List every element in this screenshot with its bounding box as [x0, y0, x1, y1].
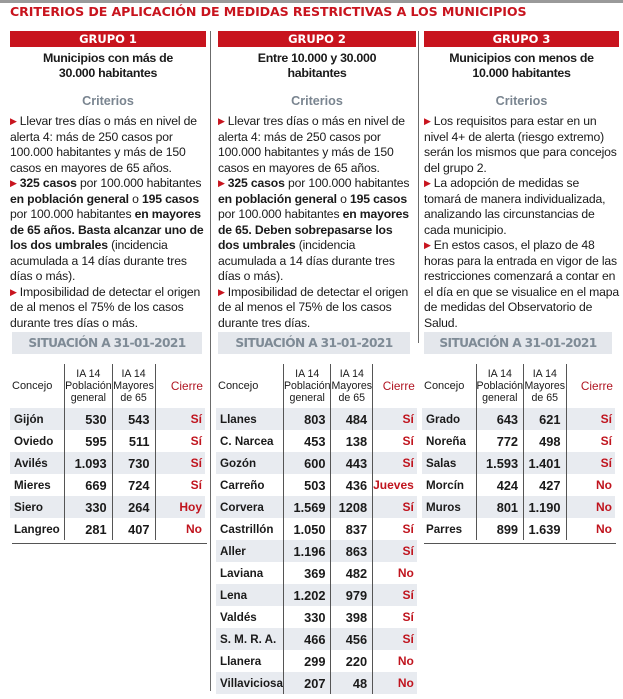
cell-cierre: Sí: [566, 452, 615, 474]
situacion-banner: SITUACIÓN A 31-01-2021: [424, 332, 612, 354]
table-header-row: [216, 364, 417, 408]
cell-ia-general: 899: [476, 518, 524, 540]
cell-concejo: Muros: [422, 496, 476, 518]
cell-ia-mayores: 443: [331, 452, 373, 474]
cell-cierre: Sí: [373, 452, 417, 474]
cell-concejo: Avilés: [10, 452, 65, 474]
cell-cierre: Hoy: [155, 496, 205, 518]
cell-ia-mayores: 138: [331, 430, 373, 452]
group-desc-line: Municipios con menos de: [449, 51, 594, 65]
cell-cierre: Sí: [373, 584, 417, 606]
group-1-column: [10, 31, 206, 331]
table-row: [10, 430, 205, 452]
criteria-list: [10, 114, 206, 331]
cell-ia-general: 1.593: [476, 452, 524, 474]
cell-concejo: Gijón: [10, 408, 65, 430]
header-line: Mayores: [524, 380, 566, 392]
cell-ia-general: 530: [65, 408, 113, 430]
situacion-table-group-2: [216, 364, 417, 694]
situacion-banner: SITUACIÓN A 31-01-2021: [12, 332, 202, 354]
cell-ia-mayores: 407: [112, 518, 155, 540]
cell-ia-general: 801: [476, 496, 524, 518]
criteria-text: o: [128, 191, 143, 206]
cell-ia-general: 772: [476, 430, 524, 452]
cell-ia-mayores: 511: [112, 430, 155, 452]
bullet-triangle-icon: ▶: [10, 286, 17, 297]
criteria-text: Llevar tres días o más en nivel de alerta 4: más de 250 casos por 100.000 habitantes y más de 150 casos en mayores de 65 años.: [10, 114, 197, 175]
cell-ia-general: 669: [65, 474, 113, 496]
cell-ia-mayores: 979: [331, 584, 373, 606]
table-header-row: [422, 364, 615, 408]
header-line: general: [482, 392, 518, 404]
cell-ia-mayores: 730: [112, 452, 155, 474]
cell-ia-general: 595: [65, 430, 113, 452]
criteria-item: [218, 114, 416, 176]
header-line: IA 14: [532, 368, 557, 380]
cell-ia-mayores: 1.190: [524, 496, 566, 518]
criteria-text: Los requisitos para estar en un nivel 4+ de alerta (riesgo extremo) serán los mismos que para concejos del grupo 2.: [424, 114, 617, 175]
column-divider: [210, 31, 211, 691]
group-3-header: GRUPO 3: [424, 31, 619, 47]
criteria-emphasis: en mayores de 65 años. Basta alcanzar uno de los dos umbrales: [10, 207, 204, 252]
table-row: [10, 496, 205, 518]
criteria-emphasis: en mayores de 65. Deben sobrepasarse los dos umbrales: [218, 207, 409, 252]
cell-ia-mayores: 482: [331, 562, 373, 584]
col-header-ia-general: [65, 364, 113, 408]
col-header-cierre: Cierre: [580, 379, 613, 393]
cell-ia-mayores: 863: [331, 540, 373, 562]
cell-cierre: No: [373, 672, 417, 694]
cell-ia-general: 466: [283, 628, 331, 650]
cell-cierre: No: [566, 496, 615, 518]
table-bottom-rule: [424, 543, 616, 544]
table-row: [216, 540, 417, 562]
cell-concejo: Laviana: [220, 566, 264, 580]
cell-cierre: Jueves: [373, 478, 414, 492]
cell-concejo: Corvera: [216, 496, 283, 518]
table-bottom-rule: [12, 543, 207, 544]
cell-cierre: Sí: [402, 610, 414, 624]
criteria-item: [10, 285, 206, 332]
cell-concejo: Aller: [216, 540, 283, 562]
cell-concejo: C. Narcea: [220, 434, 274, 448]
cell-cierre: No: [397, 654, 414, 668]
criteria-text: (incidencia acumulada a 14 días durante tres días o más).: [10, 238, 187, 283]
cell-ia-mayores: 220: [331, 650, 373, 672]
col-header-cierre: Cierre: [170, 379, 203, 393]
cell-concejo: Langreo: [14, 522, 60, 536]
col-header-concejo: Concejo: [218, 380, 259, 392]
criteria-text: (incidencia acumulada a 14 días durante tres días o más).: [218, 238, 395, 283]
cell-cierre: Sí: [155, 408, 205, 430]
cell-ia-mayores: 436: [331, 474, 373, 496]
header-line: Población: [65, 380, 112, 392]
col-header-concejo: Concejo: [12, 380, 53, 392]
group-1-header: GRUPO 1: [10, 31, 206, 47]
cell-concejo: Villaviciosa: [216, 672, 283, 694]
table-row: [216, 672, 417, 694]
cell-cierre: Sí: [402, 522, 414, 536]
bullet-triangle-icon: ▶: [10, 116, 17, 126]
cell-ia-general: 330: [65, 496, 113, 518]
col-header-ia-mayores: [331, 364, 373, 408]
criteria-item: [424, 114, 619, 176]
cell-ia-general: 1.196: [283, 540, 331, 562]
col-header-ia-general: [283, 364, 331, 408]
table-row: [10, 474, 205, 496]
header-line: Mayores: [113, 380, 154, 392]
table-row: [216, 430, 417, 452]
bullet-triangle-icon: ▶: [424, 116, 431, 126]
group-2-column: [218, 31, 416, 331]
criteria-item: [10, 176, 206, 285]
header-line: de 65: [531, 392, 559, 404]
cell-concejo: Lena: [216, 584, 283, 606]
criteria-emphasis: 325 casos: [19, 176, 77, 190]
cell-concejo: Gozón: [216, 452, 283, 474]
bullet-triangle-icon: ▶: [218, 286, 225, 297]
cell-cierre: No: [397, 566, 414, 580]
group-desc-line: 30.000 habitantes: [58, 66, 158, 80]
criteria-item: [218, 285, 416, 332]
cell-ia-mayores: 543: [112, 408, 155, 430]
cell-concejo: Parres: [426, 522, 463, 536]
cell-cierre: Sí: [155, 452, 205, 474]
cell-concejo: Carreño: [220, 478, 265, 492]
header-line: IA 14: [121, 368, 146, 380]
cell-concejo: Grado: [422, 408, 476, 430]
cell-ia-general: 1.569: [283, 496, 331, 518]
cell-ia-general: 1.093: [65, 452, 113, 474]
table-row: [216, 650, 417, 672]
table-row: [216, 518, 417, 540]
table-row: [10, 518, 205, 540]
col-header-concejo: Concejo: [424, 380, 465, 392]
criteria-item: [424, 238, 619, 331]
group-1-description: [10, 51, 206, 81]
criteria-text: En estos casos, el plazo de 48 horas para la entrada en vigor de las restricciones comenzará a contar en el día en que se visualice en el mapa de medidas del Observatorio de Salud.: [424, 238, 619, 330]
cell-cierre: No: [596, 522, 612, 536]
table-row: [216, 562, 417, 584]
criteria-text: por 100.000 habitantes: [76, 176, 202, 190]
cell-ia-general: 369: [283, 562, 331, 584]
criteria-text: por 100.000 habitantes: [218, 207, 343, 221]
cell-concejo: Morcín: [426, 478, 465, 492]
bullet-triangle-icon: ▶: [218, 178, 225, 188]
cell-ia-mayores: 398: [331, 606, 373, 628]
group-3-description: [424, 51, 619, 81]
cell-cierre: Sí: [566, 408, 615, 430]
table-row: [422, 452, 615, 474]
criteria-text: Imposibilidad de detectar el origen de al menos el 75% de los casos durante tres días.: [218, 284, 409, 330]
cell-ia-general: 503: [283, 474, 331, 496]
table-row: [216, 452, 417, 474]
header-line: general: [289, 392, 325, 404]
cell-concejo: Castrillón: [220, 522, 274, 536]
cell-concejo: Llanes: [216, 408, 283, 430]
situacion-table-group-3: [422, 364, 615, 540]
table-row: [216, 408, 417, 430]
cell-ia-general: 643: [476, 408, 524, 430]
cell-cierre: Sí: [373, 496, 417, 518]
header-line: Población: [476, 380, 524, 392]
cell-concejo: Noreña: [426, 434, 466, 448]
group-2-description: [218, 51, 416, 81]
bullet-triangle-icon: ▶: [10, 178, 17, 188]
header-line: IA 14: [295, 368, 320, 380]
criteria-list: [424, 114, 619, 331]
group-3-column: [424, 31, 619, 331]
criteria-emphasis: 195 casos: [350, 191, 407, 206]
situacion-table-group-1: [10, 364, 205, 540]
cell-ia-general: 299: [283, 650, 331, 672]
cell-ia-general: 330: [283, 606, 331, 628]
cell-cierre: No: [596, 478, 612, 492]
group-desc-line: Municipios con más de: [42, 51, 174, 65]
bullet-triangle-icon: ▶: [424, 178, 431, 188]
table-header-row: [10, 364, 205, 408]
criteria-emphasis: en población general: [10, 191, 129, 206]
criteria-heading: Criterios: [495, 94, 548, 108]
criteria-text: por 100.000 habitantes: [284, 176, 410, 190]
criteria-text: Llevar tres días o más en nivel de alerta 4: más de 250 casos por 100.000 habitantes y más de 150 casos en mayores de 65 años.: [218, 114, 405, 175]
cell-cierre: Sí: [373, 408, 417, 430]
cell-ia-mayores: 1.401: [524, 452, 566, 474]
table-row: [216, 606, 417, 628]
cell-ia-mayores: 264: [112, 496, 155, 518]
criteria-heading: Criterios: [291, 94, 343, 108]
criteria-item: [218, 176, 416, 285]
top-rule: [0, 0, 623, 3]
cell-concejo: Oviedo: [14, 434, 54, 448]
table-row: [10, 452, 205, 474]
table-row: [422, 474, 615, 496]
page-title: CRITERIOS DE APLICACIÓN DE MEDIDAS RESTRICTIVAS A LOS MUNICIPIOS: [10, 4, 527, 19]
criteria-text: o: [336, 191, 351, 206]
column-divider: [418, 31, 419, 343]
criteria-text: La adopción de medidas se tomará de manera individualizada, analizando las circunstancias de cada municipio.: [424, 176, 606, 237]
cell-cierre: Sí: [600, 434, 612, 448]
col-header-cierre: Cierre: [382, 379, 415, 393]
cell-ia-mayores: 484: [331, 408, 373, 430]
header-line: IA 14: [487, 368, 512, 380]
table-row: [216, 496, 417, 518]
cell-ia-general: 1.050: [283, 518, 331, 540]
cell-cierre: No: [186, 522, 202, 536]
cell-ia-general: 1.202: [283, 584, 331, 606]
cell-ia-mayores: 1208: [331, 496, 373, 518]
cell-concejo: Siero: [10, 496, 65, 518]
criteria-text: Imposibilidad de detectar el origen de al menos el 75% de los casos durante tres días o más.: [10, 284, 201, 330]
table-row: [422, 496, 615, 518]
col-header-ia-general: [476, 364, 524, 408]
table-row: [422, 430, 615, 452]
header-line: de 65: [338, 392, 366, 404]
col-header-ia-mayores: [112, 364, 155, 408]
group-desc-line: Entre 10.000 y 30.000: [257, 51, 377, 65]
table-row: [10, 408, 205, 430]
criteria-emphasis: en población general: [218, 191, 337, 206]
table-row: [216, 628, 417, 650]
col-header-ia-mayores: [524, 364, 566, 408]
criteria-text: por 100.000 habitantes: [10, 207, 135, 221]
cell-ia-mayores: 456: [331, 628, 373, 650]
cell-ia-general: 424: [476, 474, 524, 496]
cell-cierre: Sí: [190, 478, 202, 492]
cell-ia-general: 803: [283, 408, 331, 430]
criteria-heading: Criterios: [82, 94, 134, 108]
cell-ia-mayores: 724: [112, 474, 155, 496]
group-desc-line: 10.000 habitantes: [472, 66, 571, 80]
cell-cierre: Sí: [190, 434, 202, 448]
cell-concejo: Valdés: [220, 610, 257, 624]
cell-ia-mayores: 427: [524, 474, 566, 496]
cell-concejo: Llanera: [220, 654, 262, 668]
header-line: de 65: [120, 392, 147, 404]
cell-concejo: S. M. R. A.: [216, 628, 283, 650]
cell-cierre: Sí: [373, 540, 417, 562]
cell-ia-general: 453: [283, 430, 331, 452]
header-line: general: [70, 392, 107, 404]
cell-cierre: Sí: [402, 434, 414, 448]
criteria-list: [218, 114, 416, 331]
criteria-item: [424, 176, 619, 238]
criteria-emphasis: 195 casos: [142, 191, 199, 206]
header-line: IA 14: [339, 368, 364, 380]
header-line: Mayores: [331, 380, 373, 392]
cell-ia-mayores: 837: [331, 518, 373, 540]
table-row: [216, 474, 417, 496]
cell-ia-mayores: 1.639: [524, 518, 566, 540]
header-line: IA 14: [76, 368, 101, 380]
group-desc-line: habitantes: [287, 66, 347, 80]
header-line: Población: [283, 380, 331, 392]
cell-ia-general: 600: [283, 452, 331, 474]
cell-ia-mayores: 48: [331, 672, 373, 694]
criteria-item: [10, 114, 206, 176]
cell-concejo: Mieres: [14, 478, 51, 492]
bullet-triangle-icon: ▶: [424, 240, 431, 250]
cell-ia-mayores: 621: [524, 408, 566, 430]
cell-concejo: Salas: [422, 452, 476, 474]
bullet-triangle-icon: ▶: [218, 116, 225, 126]
table-row: [216, 584, 417, 606]
situacion-banner: SITUACIÓN A 31-01-2021: [218, 332, 410, 354]
table-row: [422, 518, 615, 540]
criteria-emphasis: 325 casos: [227, 176, 285, 190]
cell-ia-mayores: 498: [524, 430, 566, 452]
table-row: [422, 408, 615, 430]
cell-ia-general: 207: [283, 672, 331, 694]
cell-ia-general: 281: [65, 518, 113, 540]
cell-cierre: Sí: [373, 628, 417, 650]
group-2-header: GRUPO 2: [218, 31, 416, 47]
